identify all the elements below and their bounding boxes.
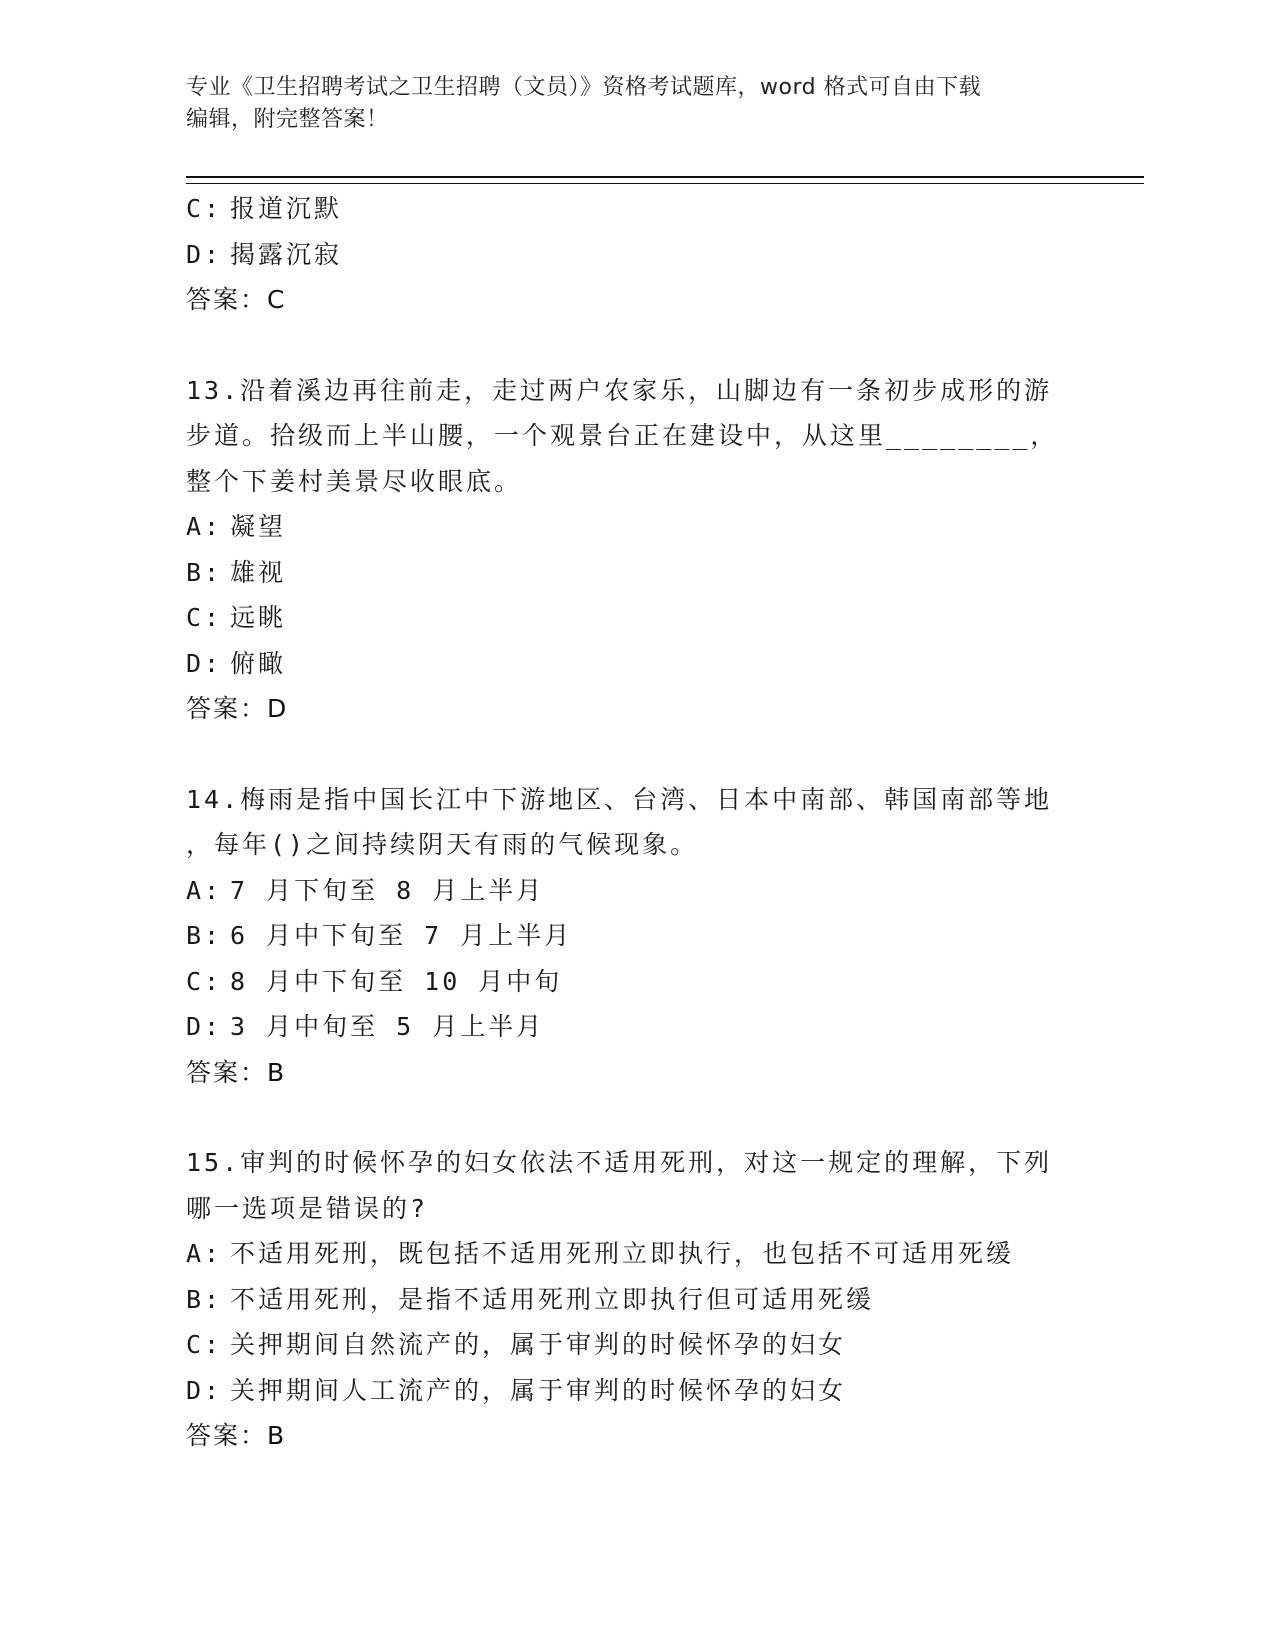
option-text: 关押期间人工流产的，属于审判的时候怀孕的妇女 [230,1375,847,1405]
question-14 [186,777,1086,1096]
option-letter: D: [186,1375,223,1405]
document-header [186,72,1086,136]
carryover-block [186,186,1086,323]
option-b [186,550,1086,596]
header-line-2: 编辑，附完整答案！ [186,107,389,132]
option-text: 揭露沉寂 [230,239,343,269]
option-a [186,868,1086,914]
option-letter: A: [186,1239,223,1268]
question-13 [186,368,1086,732]
option-letter: C: [186,1330,223,1359]
option-d [186,1004,1086,1050]
option-letter: B: [186,1284,223,1314]
option-text: 8 月中下旬至 10 月中旬 [230,966,563,996]
question-line: 15.审判的时候怀孕的妇女依法不适用死刑，对这一规定的理解，下列 [186,1148,1053,1177]
header-line-1: 专业《卫生招聘考试之卫生招聘（文员）》资格考试题库，word 格式可自由下载 [186,75,982,100]
option-letter: D: [186,239,223,269]
option-text: 俯瞰 [230,648,287,678]
option-b [186,913,1086,959]
option-text: 3 月中旬至 5 月上半月 [230,1012,545,1041]
document-body [186,186,1086,1459]
answer-line: 答案：B [186,1421,287,1450]
option-letter: D: [186,648,223,678]
option-c [186,595,1086,641]
option-b [186,1277,1086,1323]
question-15 [186,1140,1086,1459]
question-text [186,777,1086,868]
question-line: 整个下姜村美景尽收眼底。 [186,466,523,496]
answer-line: 答案：D [186,694,289,723]
option-text: 6 月中下旬至 7 月上半月 [230,921,573,950]
option-text: 远眺 [230,603,287,632]
option-letter: C: [186,603,223,632]
option-text: 7 月下旬至 8 月上半月 [230,875,545,905]
option-a [186,1231,1086,1277]
header-divider-thin [186,183,1144,184]
option-d [186,1368,1086,1414]
option-letter: A: [186,512,223,541]
option-text: 关押期间自然流产的，属于审判的时候怀孕的妇女 [230,1330,847,1359]
option-d [186,232,1086,278]
option-letter: D: [186,1012,223,1041]
question-text [186,368,1086,505]
question-line: 步道。拾级而上半山腰，一个观景台正在建设中，从这里________， [186,421,1059,450]
answer-line: 答案：B [186,1057,287,1087]
question-line: 13.沿着溪边再往前走，走过两户农家乐，山脚边有一条初步成形的游 [186,375,1053,405]
option-letter: B: [186,921,223,950]
header-divider-thick [186,176,1144,178]
option-text: 雄视 [230,557,287,587]
option-letter: C: [186,194,223,223]
option-c [186,1322,1086,1368]
option-letter: C: [186,966,223,996]
option-text: 不适用死刑，是指不适用死刑立即执行但可适用死缓 [230,1284,875,1314]
option-c [186,186,1086,232]
answer-line: 答案：C [186,285,287,314]
option-text: 报道沉默 [230,194,343,223]
question-line: ，每年()之间持续阴天有雨的气候现象。 [186,830,699,859]
option-letter: A: [186,875,223,905]
option-letter: B: [186,557,223,587]
option-c [186,959,1086,1005]
option-d [186,641,1086,687]
question-text [186,1140,1086,1231]
option-a [186,504,1086,550]
option-text: 不适用死刑，既包括不适用死刑立即执行，也包括不可适用死缓 [230,1239,1015,1268]
question-line: 14.梅雨是指中国长江中下游地区、台湾、日本中南部、韩国南部等地 [186,784,1053,814]
question-line: 哪一选项是错误的? [186,1193,429,1223]
option-text: 凝望 [230,512,287,541]
